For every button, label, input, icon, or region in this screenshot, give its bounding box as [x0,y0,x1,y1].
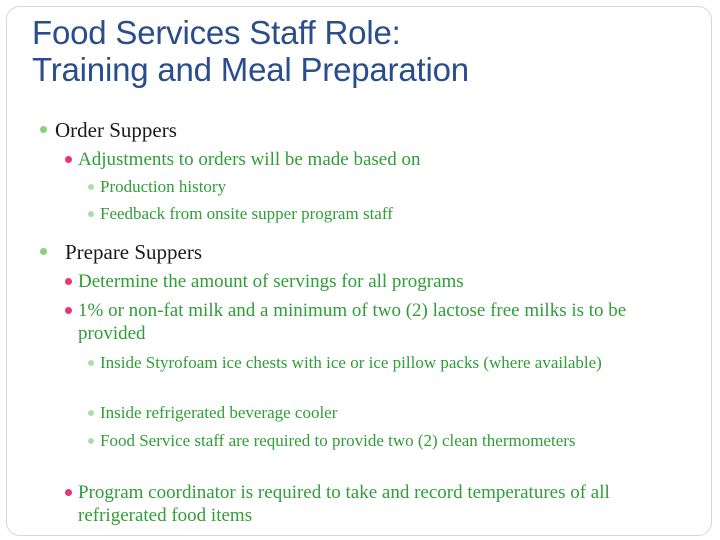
bullet-text: Prepare Suppers [65,240,203,264]
bullet-text: Feedback from onsite supper program staff [100,204,393,223]
bullet-program-coordinator [65,481,700,527]
bullet-thermometers [88,430,608,452]
bullet-prepare-suppers [40,240,680,264]
bullet-text: Adjustments to orders will be made based on [78,149,421,170]
bullet-dot [88,211,94,217]
bullet-styrofoam [88,352,658,374]
bullet-order-suppers [40,118,680,142]
bullet-production-history [88,176,688,198]
bullet-dot [88,360,94,366]
bullet-text: Order Suppers [55,118,177,142]
bullet-dot [40,126,47,133]
title-line-1: Food Services Staff Role: [32,14,401,51]
bullet-dot [65,156,72,163]
bullet-text: Inside refrigerated beverage cooler [100,403,338,422]
title-line-2: Training and Meal Preparation [32,51,469,88]
bullet-dot [65,278,72,285]
bullet-text: Program coordinator is required to take and record temperatures of all refrigerated food items [78,482,610,526]
bullet-text: Production history [100,177,227,196]
bullet-milk [65,299,695,345]
bullet-dot [88,410,94,416]
bullet-adjustments [65,148,685,171]
bullet-dot [65,489,72,496]
bullet-dot [65,307,72,314]
bullet-determine-servings [65,270,685,293]
bullet-dot [40,248,47,255]
bullet-text: Food Service staff are required to provide two (2) clean thermometers [100,431,576,450]
bullet-dot [88,438,94,444]
bullet-feedback [88,203,688,225]
bullet-text: Inside Styrofoam ice chests with ice or ice pillow packs (where available) [100,353,602,372]
bullet-refrigerated-cooler [88,402,688,424]
bullet-text: Determine the amount of servings for all programs [78,271,464,292]
bullet-text: 1% or non-fat milk and a minimum of two (2) lactose free milks is to be provided [78,300,627,344]
bullet-dot [88,184,94,190]
